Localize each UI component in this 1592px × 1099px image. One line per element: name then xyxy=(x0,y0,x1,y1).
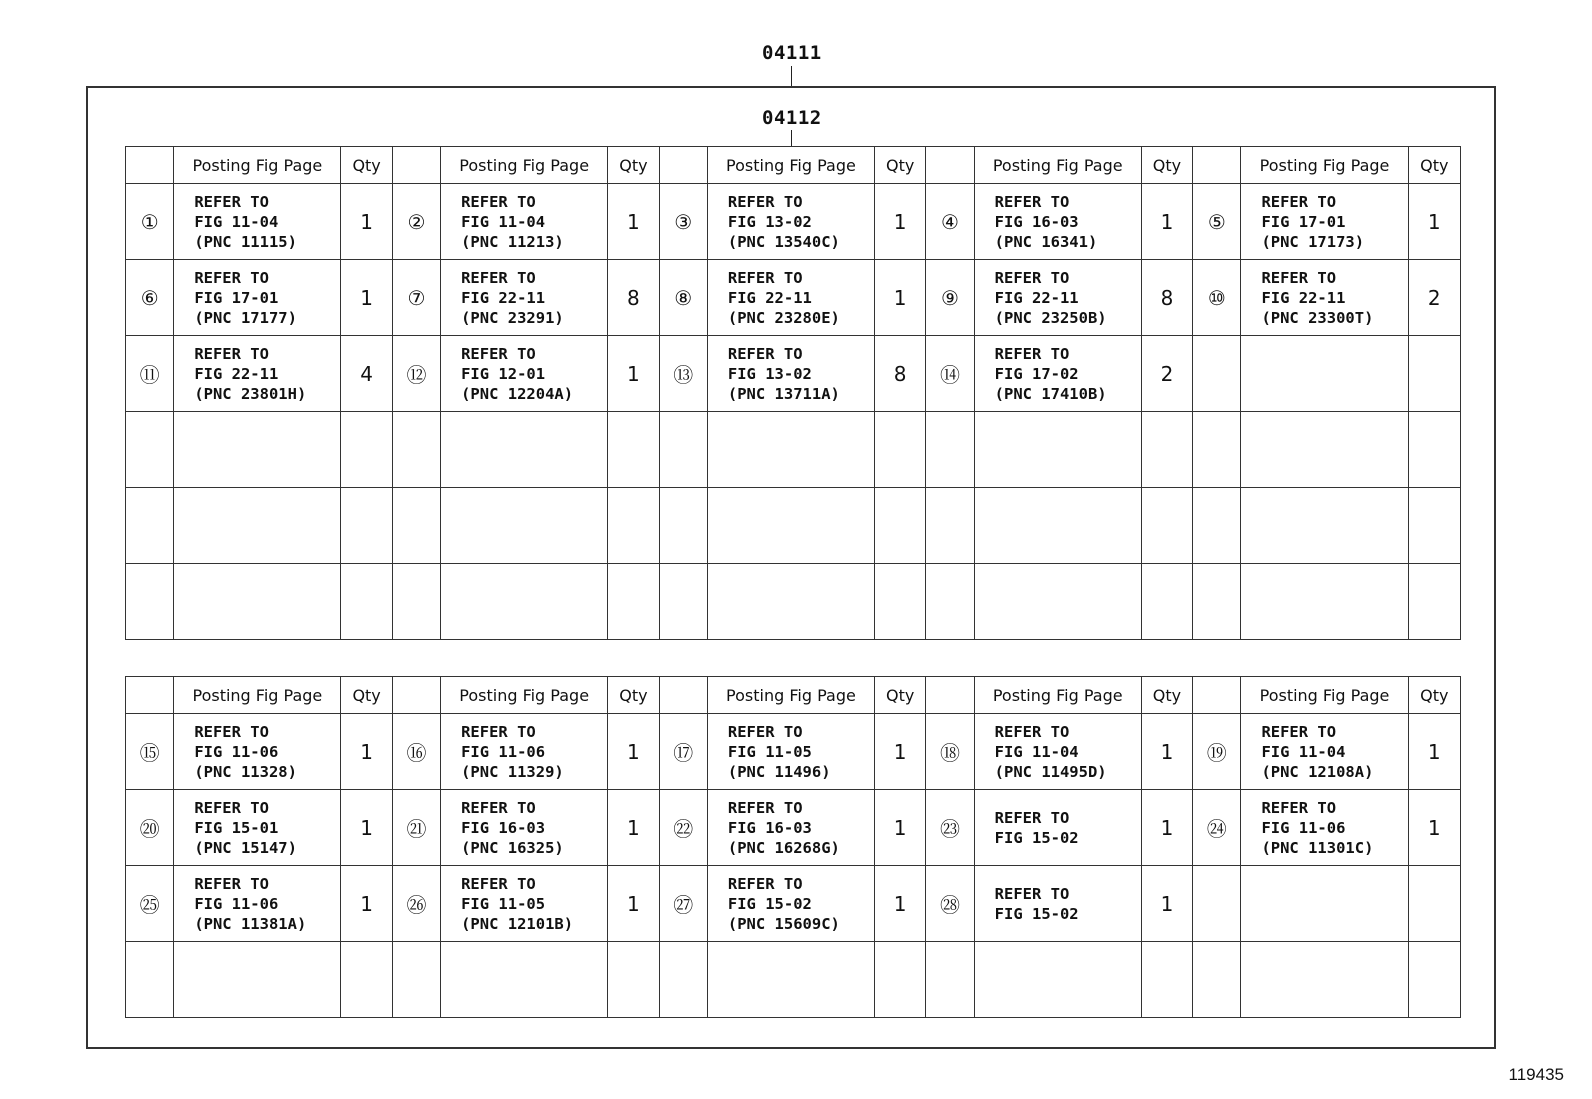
reference-line: (PNC 11328) xyxy=(194,762,297,781)
callout-number: ① xyxy=(126,184,174,260)
posting-reference xyxy=(707,488,874,564)
reference-line: REFER TO xyxy=(461,344,536,363)
posting-reference xyxy=(1241,564,1408,640)
quantity: 1 xyxy=(608,714,659,790)
header-num-blank xyxy=(659,147,707,184)
callout-number: ㉓ xyxy=(926,790,974,866)
posting-reference xyxy=(707,412,874,488)
reference-line: (PNC 23300T) xyxy=(1261,308,1374,327)
header-num-blank xyxy=(126,147,174,184)
header-num-blank xyxy=(392,147,440,184)
reference-line: REFER TO xyxy=(727,722,803,741)
quantity xyxy=(608,412,659,488)
reference-line: FIG 17-01 xyxy=(1261,212,1346,231)
reference-line: (PNC 11496) xyxy=(727,762,831,781)
reference-line: (PNC 16268G) xyxy=(727,838,840,857)
posting-reference xyxy=(707,714,874,790)
reference-line: (PNC 12204A) xyxy=(461,384,574,403)
callout-number xyxy=(926,488,974,564)
callout-number xyxy=(926,942,974,1018)
posting-reference xyxy=(1241,260,1408,336)
header-qty: Qty xyxy=(875,677,926,714)
header-posting-fig-page: Posting Fig Page xyxy=(707,677,874,714)
reference-line: (PNC 17410B) xyxy=(994,384,1107,403)
reference-line: (PNC 12108A) xyxy=(1261,762,1374,781)
header-posting-fig-page: Posting Fig Page xyxy=(974,677,1141,714)
reference-line: FIG 13-02 xyxy=(727,364,812,383)
quantity xyxy=(341,564,392,640)
header-qty: Qty xyxy=(341,677,392,714)
posting-reference xyxy=(174,714,341,790)
reference-line: REFER TO xyxy=(194,268,269,287)
quantity xyxy=(875,564,926,640)
quantity: 1 xyxy=(341,714,392,790)
posting-reference xyxy=(441,260,608,336)
reference-line: FIG 11-06 xyxy=(194,894,279,913)
header-qty: Qty xyxy=(1141,147,1192,184)
header-num-blank xyxy=(1193,677,1241,714)
quantity xyxy=(608,488,659,564)
callout-number xyxy=(1193,336,1241,412)
posting-reference xyxy=(441,790,608,866)
posting-reference xyxy=(1241,714,1408,790)
posting-reference xyxy=(441,184,608,260)
reference-line: REFER TO xyxy=(727,192,803,211)
quantity: 1 xyxy=(341,184,392,260)
posting-reference xyxy=(974,184,1141,260)
quantity: 1 xyxy=(1408,714,1460,790)
quantity: 1 xyxy=(341,260,392,336)
reference-line: FIG 12-01 xyxy=(461,364,546,383)
callout-number xyxy=(926,412,974,488)
quantity xyxy=(1141,412,1192,488)
outer-leader-line xyxy=(791,66,792,87)
posting-reference xyxy=(174,336,341,412)
posting-reference xyxy=(1241,942,1408,1018)
callout-number xyxy=(659,942,707,1018)
callout-number xyxy=(126,488,174,564)
reference-line: REFER TO xyxy=(194,722,269,741)
reference-line: REFER TO xyxy=(994,884,1070,903)
posting-reference xyxy=(974,790,1141,866)
quantity: 8 xyxy=(875,336,926,412)
callout-number: ⑮ xyxy=(126,714,174,790)
posting-reference xyxy=(174,564,341,640)
callout-number xyxy=(126,942,174,1018)
posting-reference xyxy=(974,564,1141,640)
quantity: 1 xyxy=(608,790,659,866)
callout-number: ⑰ xyxy=(659,714,707,790)
quantity: 1 xyxy=(1408,184,1460,260)
callout-number xyxy=(659,564,707,640)
reference-line: (PNC 23280E) xyxy=(727,308,840,327)
reference-line: REFER TO xyxy=(994,192,1070,211)
callout-number: ⑲ xyxy=(1193,714,1241,790)
callout-number xyxy=(392,942,440,1018)
header-num-blank xyxy=(392,677,440,714)
callout-number: ⑨ xyxy=(926,260,974,336)
table-row xyxy=(126,564,1461,640)
quantity xyxy=(1408,488,1460,564)
reference-line: REFER TO xyxy=(461,798,536,817)
callout-number xyxy=(126,564,174,640)
callout-number: ⑯ xyxy=(392,714,440,790)
reference-line: FIG 22-11 xyxy=(1261,288,1346,307)
quantity xyxy=(1408,412,1460,488)
header-num-blank xyxy=(659,677,707,714)
posting-reference xyxy=(1241,790,1408,866)
quantity: 1 xyxy=(875,184,926,260)
header-qty: Qty xyxy=(1408,147,1460,184)
reference-line: REFER TO xyxy=(1261,268,1337,287)
posting-reference xyxy=(707,336,874,412)
callout-number xyxy=(659,488,707,564)
posting-reference xyxy=(707,942,874,1018)
header-posting-fig-page: Posting Fig Page xyxy=(974,147,1141,184)
reference-line: (PNC 15147) xyxy=(194,838,297,857)
callout-number xyxy=(1193,412,1241,488)
quantity xyxy=(1408,336,1460,412)
quantity: 1 xyxy=(875,260,926,336)
quantity: 1 xyxy=(875,866,926,942)
header-qty: Qty xyxy=(608,147,659,184)
callout-number: ⑪ xyxy=(126,336,174,412)
reference-line: FIG 16-03 xyxy=(461,818,546,837)
reference-line: REFER TO xyxy=(194,192,269,211)
reference-line: (PNC 13711A) xyxy=(727,384,840,403)
reference-line: REFER TO xyxy=(994,344,1070,363)
posting-reference xyxy=(1241,488,1408,564)
table-body xyxy=(126,714,1461,1018)
callout-number: ⑧ xyxy=(659,260,707,336)
quantity xyxy=(341,488,392,564)
posting-reference xyxy=(974,336,1141,412)
quantity xyxy=(875,412,926,488)
quantity: 2 xyxy=(1141,336,1192,412)
quantity xyxy=(1408,564,1460,640)
posting-reference xyxy=(707,260,874,336)
posting-reference xyxy=(974,488,1141,564)
callout-number: ㉕ xyxy=(126,866,174,942)
callout-number xyxy=(1193,942,1241,1018)
callout-number: ⑥ xyxy=(126,260,174,336)
reference-line: FIG 15-02 xyxy=(727,894,812,913)
reference-line: (PNC 12101B) xyxy=(461,914,574,933)
reference-line: REFER TO xyxy=(994,268,1070,287)
header-posting-fig-page: Posting Fig Page xyxy=(174,147,341,184)
reference-line: FIG 11-06 xyxy=(461,742,546,761)
quantity xyxy=(1141,564,1192,640)
reference-line: REFER TO xyxy=(727,874,803,893)
callout-number: ㉑ xyxy=(392,790,440,866)
posting-reference xyxy=(974,260,1141,336)
quantity: 1 xyxy=(608,336,659,412)
reference-line: (PNC 17177) xyxy=(194,308,297,327)
posting-reference xyxy=(174,260,341,336)
reference-line: FIG 16-03 xyxy=(994,212,1079,231)
reference-line: (PNC 15609C) xyxy=(727,914,840,933)
callout-number: ⑱ xyxy=(926,714,974,790)
posting-reference xyxy=(1241,184,1408,260)
table-row xyxy=(126,260,1461,336)
header-qty: Qty xyxy=(608,677,659,714)
callout-number xyxy=(392,488,440,564)
table-row xyxy=(126,714,1461,790)
outer-assembly-label: 04111 xyxy=(762,42,822,64)
header-num-blank xyxy=(926,147,974,184)
posting-reference xyxy=(174,790,341,866)
reference-line: REFER TO xyxy=(194,798,269,817)
callout-number xyxy=(1193,488,1241,564)
table-row xyxy=(126,488,1461,564)
quantity: 8 xyxy=(608,260,659,336)
posting-reference xyxy=(441,564,608,640)
header-qty: Qty xyxy=(341,147,392,184)
header-qty: Qty xyxy=(875,147,926,184)
posting-reference xyxy=(707,866,874,942)
posting-reference xyxy=(707,184,874,260)
posting-reference xyxy=(974,866,1141,942)
header-qty: Qty xyxy=(1408,677,1460,714)
quantity: 2 xyxy=(1408,260,1460,336)
header-posting-fig-page: Posting Fig Page xyxy=(174,677,341,714)
header-posting-fig-page: Posting Fig Page xyxy=(707,147,874,184)
posting-reference xyxy=(1241,412,1408,488)
table-row xyxy=(126,184,1461,260)
callout-number xyxy=(926,564,974,640)
callout-number: ⑩ xyxy=(1193,260,1241,336)
reference-line: FIG 17-01 xyxy=(194,288,279,307)
reference-line: (PNC 11115) xyxy=(194,232,297,251)
posting-reference xyxy=(1241,866,1408,942)
inner-leader-line xyxy=(791,130,792,146)
reference-line: FIG 22-11 xyxy=(994,288,1079,307)
quantity xyxy=(608,942,659,1018)
callout-number: ㉗ xyxy=(659,866,707,942)
reference-line: FIG 17-02 xyxy=(994,364,1079,383)
callout-number xyxy=(1193,564,1241,640)
quantity: 1 xyxy=(608,184,659,260)
reference-line: FIG 11-06 xyxy=(194,742,279,761)
callout-number: ⑳ xyxy=(126,790,174,866)
parts-table-bottom xyxy=(125,676,1461,1018)
reference-line: FIG 22-11 xyxy=(727,288,812,307)
reference-line: REFER TO xyxy=(461,268,536,287)
posting-reference xyxy=(707,564,874,640)
header-posting-fig-page: Posting Fig Page xyxy=(441,677,608,714)
reference-line: REFER TO xyxy=(727,268,803,287)
posting-reference xyxy=(174,488,341,564)
posting-reference xyxy=(441,866,608,942)
reference-line: (PNC 17173) xyxy=(1261,232,1365,251)
quantity xyxy=(341,412,392,488)
table-row xyxy=(126,942,1461,1018)
posting-reference xyxy=(974,942,1141,1018)
table-row xyxy=(126,336,1461,412)
table-row xyxy=(126,866,1461,942)
quantity xyxy=(341,942,392,1018)
quantity xyxy=(608,564,659,640)
header-posting-fig-page: Posting Fig Page xyxy=(441,147,608,184)
callout-number xyxy=(659,412,707,488)
reference-line: FIG 11-04 xyxy=(1261,742,1346,761)
quantity: 1 xyxy=(341,866,392,942)
posting-reference xyxy=(174,184,341,260)
quantity xyxy=(1408,942,1460,1018)
posting-reference xyxy=(174,866,341,942)
quantity: 1 xyxy=(875,714,926,790)
quantity: 1 xyxy=(875,790,926,866)
table-row xyxy=(126,790,1461,866)
callout-number xyxy=(392,412,440,488)
reference-line: REFER TO xyxy=(994,722,1070,741)
figure-id: 119435 xyxy=(1508,1065,1564,1084)
callout-number xyxy=(126,412,174,488)
callout-number: ㉖ xyxy=(392,866,440,942)
callout-number: ② xyxy=(392,184,440,260)
posting-reference xyxy=(974,412,1141,488)
reference-line: REFER TO xyxy=(461,874,536,893)
callout-number: ⑦ xyxy=(392,260,440,336)
reference-line: FIG 11-05 xyxy=(727,742,812,761)
reference-line: REFER TO xyxy=(727,798,803,817)
posting-reference xyxy=(707,790,874,866)
quantity: 8 xyxy=(1141,260,1192,336)
posting-reference xyxy=(441,714,608,790)
quantity: 1 xyxy=(1141,866,1192,942)
table-body xyxy=(126,184,1461,640)
reference-line: REFER TO xyxy=(727,344,803,363)
table-header xyxy=(126,147,1461,184)
reference-line: (PNC 23801H) xyxy=(194,384,307,403)
callout-number: ⑭ xyxy=(926,336,974,412)
reference-line: (PNC 23291) xyxy=(461,308,564,327)
table-row xyxy=(126,412,1461,488)
parts-table-top xyxy=(125,146,1461,640)
reference-line: (PNC 16325) xyxy=(461,838,564,857)
posting-reference xyxy=(174,412,341,488)
callout-number: ⑬ xyxy=(659,336,707,412)
quantity xyxy=(875,488,926,564)
reference-line: (PNC 11329) xyxy=(461,762,564,781)
quantity xyxy=(1141,488,1192,564)
callout-number: ⑫ xyxy=(392,336,440,412)
posting-reference xyxy=(441,336,608,412)
reference-line: REFER TO xyxy=(1261,798,1337,817)
reference-line: REFER TO xyxy=(461,722,536,741)
reference-line: FIG 22-11 xyxy=(461,288,546,307)
callout-number: ㉒ xyxy=(659,790,707,866)
quantity xyxy=(1408,866,1460,942)
quantity xyxy=(1141,942,1192,1018)
quantity: 1 xyxy=(608,866,659,942)
quantity: 1 xyxy=(1141,714,1192,790)
callout-number: ③ xyxy=(659,184,707,260)
callout-number: ⑤ xyxy=(1193,184,1241,260)
header-num-blank xyxy=(1193,147,1241,184)
callout-number xyxy=(1193,866,1241,942)
quantity: 1 xyxy=(1141,184,1192,260)
reference-line: FIG 11-06 xyxy=(1261,818,1346,837)
reference-line: FIG 11-04 xyxy=(194,212,279,231)
quantity: 4 xyxy=(341,336,392,412)
header-posting-fig-page: Posting Fig Page xyxy=(1241,147,1408,184)
header-posting-fig-page: Posting Fig Page xyxy=(1241,677,1408,714)
reference-line: FIG 11-05 xyxy=(461,894,546,913)
reference-line: REFER TO xyxy=(461,192,536,211)
reference-line: FIG 13-02 xyxy=(727,212,812,231)
reference-line: (PNC 13540C) xyxy=(727,232,840,251)
header-num-blank xyxy=(926,677,974,714)
reference-line: FIG 22-11 xyxy=(194,364,279,383)
callout-number: ㉔ xyxy=(1193,790,1241,866)
quantity: 1 xyxy=(1408,790,1460,866)
reference-line: REFER TO xyxy=(194,874,269,893)
posting-reference xyxy=(174,942,341,1018)
header-row xyxy=(126,677,1461,714)
reference-line: (PNC 23250B) xyxy=(994,308,1107,327)
quantity: 1 xyxy=(341,790,392,866)
reference-line: REFER TO xyxy=(1261,722,1337,741)
header-qty: Qty xyxy=(1141,677,1192,714)
posting-reference xyxy=(441,942,608,1018)
reference-line: FIG 16-03 xyxy=(727,818,812,837)
posting-reference xyxy=(974,714,1141,790)
header-num-blank xyxy=(126,677,174,714)
reference-line: FIG 11-04 xyxy=(461,212,546,231)
reference-line: FIG 11-04 xyxy=(994,742,1079,761)
quantity: 1 xyxy=(1141,790,1192,866)
header-row xyxy=(126,147,1461,184)
reference-line: (PNC 11381A) xyxy=(194,914,307,933)
reference-line: REFER TO xyxy=(194,344,269,363)
reference-line: REFER TO xyxy=(994,808,1070,827)
reference-line: REFER TO xyxy=(1261,192,1337,211)
inner-assembly-label: 04112 xyxy=(762,107,822,129)
posting-reference xyxy=(1241,336,1408,412)
callout-number: ㉘ xyxy=(926,866,974,942)
reference-line: (PNC 16341) xyxy=(994,232,1098,251)
reference-line: (PNC 11495D) xyxy=(994,762,1107,781)
reference-line: (PNC 11213) xyxy=(461,232,564,251)
reference-line: FIG 15-02 xyxy=(994,904,1079,923)
quantity xyxy=(875,942,926,1018)
reference-line: (PNC 11301C) xyxy=(1261,838,1374,857)
callout-number xyxy=(392,564,440,640)
posting-reference xyxy=(441,412,608,488)
table-header xyxy=(126,677,1461,714)
reference-line: FIG 15-01 xyxy=(194,818,279,837)
posting-reference xyxy=(441,488,608,564)
reference-line: FIG 15-02 xyxy=(994,828,1079,847)
callout-number: ④ xyxy=(926,184,974,260)
